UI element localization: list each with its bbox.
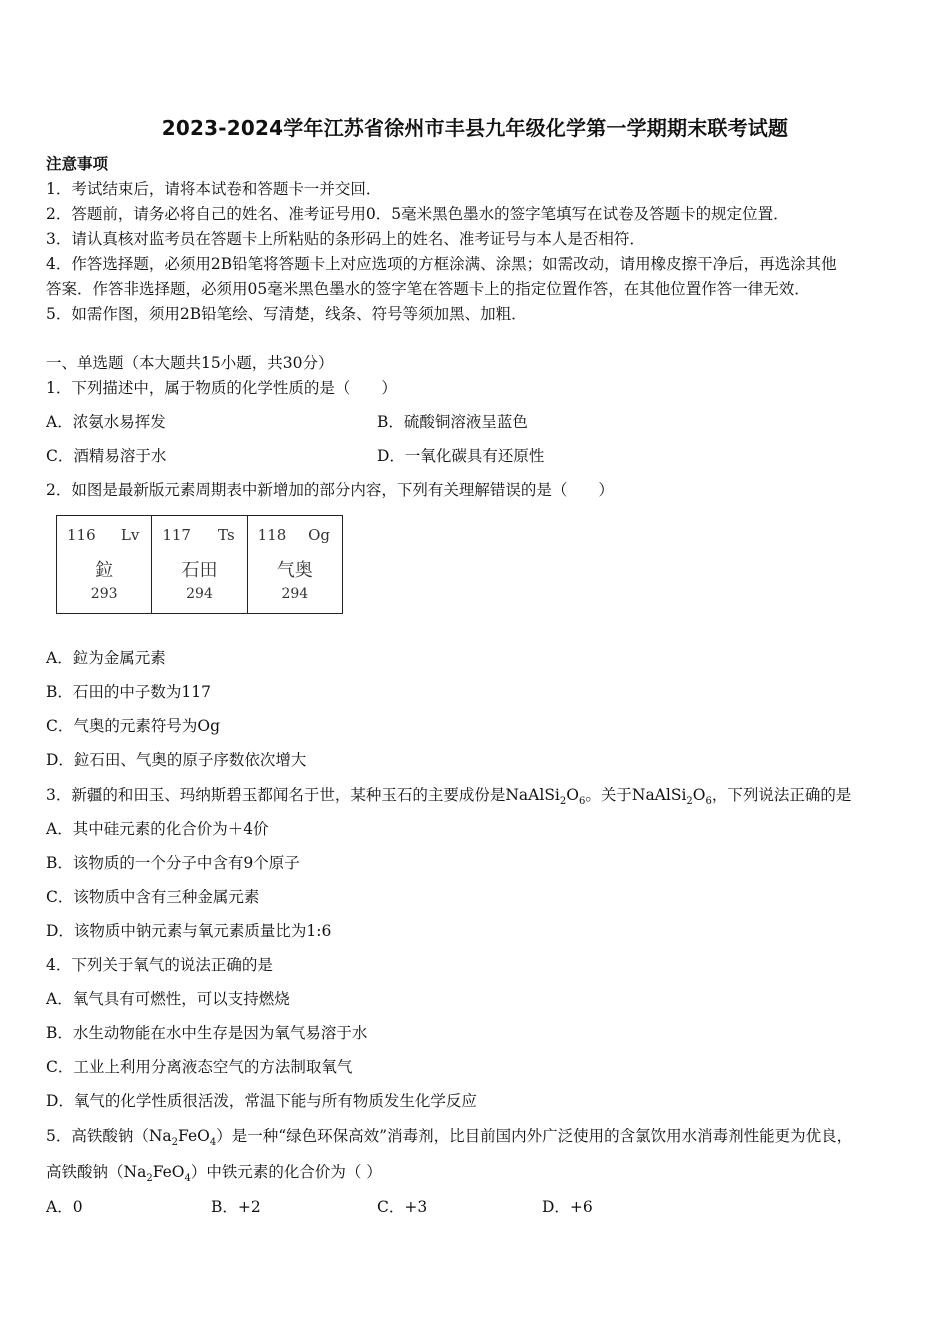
notice-item: 答案．作答非选择题，必须用05毫米黑色墨水的签字笔在答题卡上的指定位置作答，在其他位置作答一律无效． [46,280,810,298]
question-5-stem-line-2 [46,1160,382,1184]
subscript: 2 [559,796,567,808]
subscript: 6 [705,796,712,808]
q3-option-c: C．该物质中含有三种金属元素 [46,888,260,906]
element-name: 石田 [181,560,218,581]
stem-text: 3．新疆的和田玉、玛纳斯碧玉都闻名于世，某种玉石的主要成份是NaAlSi [46,786,560,804]
notice-item: 5．如需作图，须用2B铅笔绘、写清楚，线条、符号等须加黑、加粗． [46,305,527,323]
stem-text: FeO [152,1163,185,1181]
q4-option-c: C．工业上利用分离液态空气的方法制取氧气 [46,1058,353,1076]
element-cell-116 [57,516,152,613]
element-symbol: Ts [218,526,235,544]
q1-option-a: A．浓氨水易挥发 [46,413,166,431]
atomic-number: 118 [257,526,287,544]
subscript: 2 [146,1173,153,1185]
question-4-stem: 4．下列关于氧气的说法正确的是 [46,956,273,974]
stem-text: 。关于NaAlSi [585,786,687,804]
q1-option-b: B．硫酸铜溶液呈蓝色 [377,413,528,431]
q5-option-c: C．+3 [377,1198,428,1216]
stem-text: 高铁酸钠（Na [46,1163,147,1181]
notice-item: 3．请认真核对监考员在答题卡上所粘贴的条形码上的姓名、准考证号与本人是否相符． [46,230,645,248]
element-cell-117 [152,516,247,613]
q3-option-b: B．该物质的一个分子中含有9个原子 [46,854,300,872]
notice-item: 2．答题前，请务必将自己的姓名、准考证号用0．5毫米黑色墨水的签字笔填写在试卷及答题卡的规定位置． [46,205,789,223]
atomic-mass: 294 [186,586,213,602]
q4-option-b: B．水生动物能在水中生存是因为氧气易溶于水 [46,1024,368,1042]
stem-text: ）是一种“绿色环保高效”消毒剂，比目前国内外广泛使用的含氯饮用水消毒剂性能更为优良， [216,1127,853,1145]
notice-item: 1．考试结束后，请将本试卷和答题卡一并交回． [46,180,382,198]
q5-option-a: A．0 [46,1198,83,1216]
element-cell-118 [248,516,342,613]
stem-text: FeO [178,1127,210,1145]
q3-option-a: A．其中硅元素的化合价为＋4价 [46,820,269,838]
q1-option-c: C．酒精易溶于水 [46,447,167,465]
subscript: 2 [171,1137,179,1149]
element-name: 鉝 [95,560,114,581]
page-title: 2023-2024学年江苏省徐州市丰县九年级化学第一学期期末联考试题 [161,116,789,140]
subscript: 4 [184,1173,191,1185]
subscript: 4 [209,1137,217,1149]
stem-text: 5．高铁酸钠（Na [46,1127,172,1145]
q2-option-c: C．气奥的元素符号为Og [46,717,220,735]
q5-option-b: B．+2 [211,1198,261,1216]
atomic-mass: 294 [281,586,309,602]
notice-item: 4．作答选择题，必须用2B铅笔将答题卡上对应选项的方框涂满、涂黑；如需改动，请用橡皮擦干净后，再选涂其他 [46,255,837,273]
element-symbol: Og [308,526,330,544]
subscript: 6 [579,796,586,808]
atomic-number: 117 [162,526,191,544]
stem-text: O [692,786,706,804]
q2-option-b: B．石田的中子数为117 [46,683,211,701]
q5-option-d: D．+6 [542,1198,593,1216]
element-name: 气奥 [276,560,313,581]
question-2-stem: 2．如图是最新版元素周期表中新增加的部分内容，下列有关理解错误的是（ ） [46,481,614,499]
subscript: 2 [686,796,693,808]
q2-option-d: D．鉝石田、气奥的原子序数依次增大 [46,751,307,769]
periodic-table-excerpt [56,515,343,614]
stem-text: ）中铁元素的化合价为（ ） [190,1163,382,1181]
q4-option-a: A．氧气具有可燃性，可以支持燃烧 [46,990,290,1008]
q1-option-d: D．一氧化碳具有还原性 [377,447,545,465]
stem-text: ，下列说法正确的是 [711,786,852,804]
q2-option-a: A．鉝为金属元素 [46,649,166,667]
notice-heading: 注意事项 [46,154,109,173]
atomic-number: 116 [67,526,96,544]
question-5-stem-line-1 [46,1124,852,1148]
atomic-mass: 293 [90,586,118,602]
stem-text: O [566,786,579,804]
q3-option-d: D．该物质中钠元素与氧元素质量比为1:6 [46,922,332,940]
q4-option-d: D．氧气的化学性质很活泼，常温下能与所有物质发生化学反应 [46,1092,477,1110]
element-symbol: Lv [120,526,140,544]
question-3-stem [46,783,851,807]
section-heading: 一、单选题（本大题共15小题，共30分） [46,354,334,372]
question-1-stem: 1．下列描述中，属于物质的化学性质的是（ ） [46,379,397,397]
